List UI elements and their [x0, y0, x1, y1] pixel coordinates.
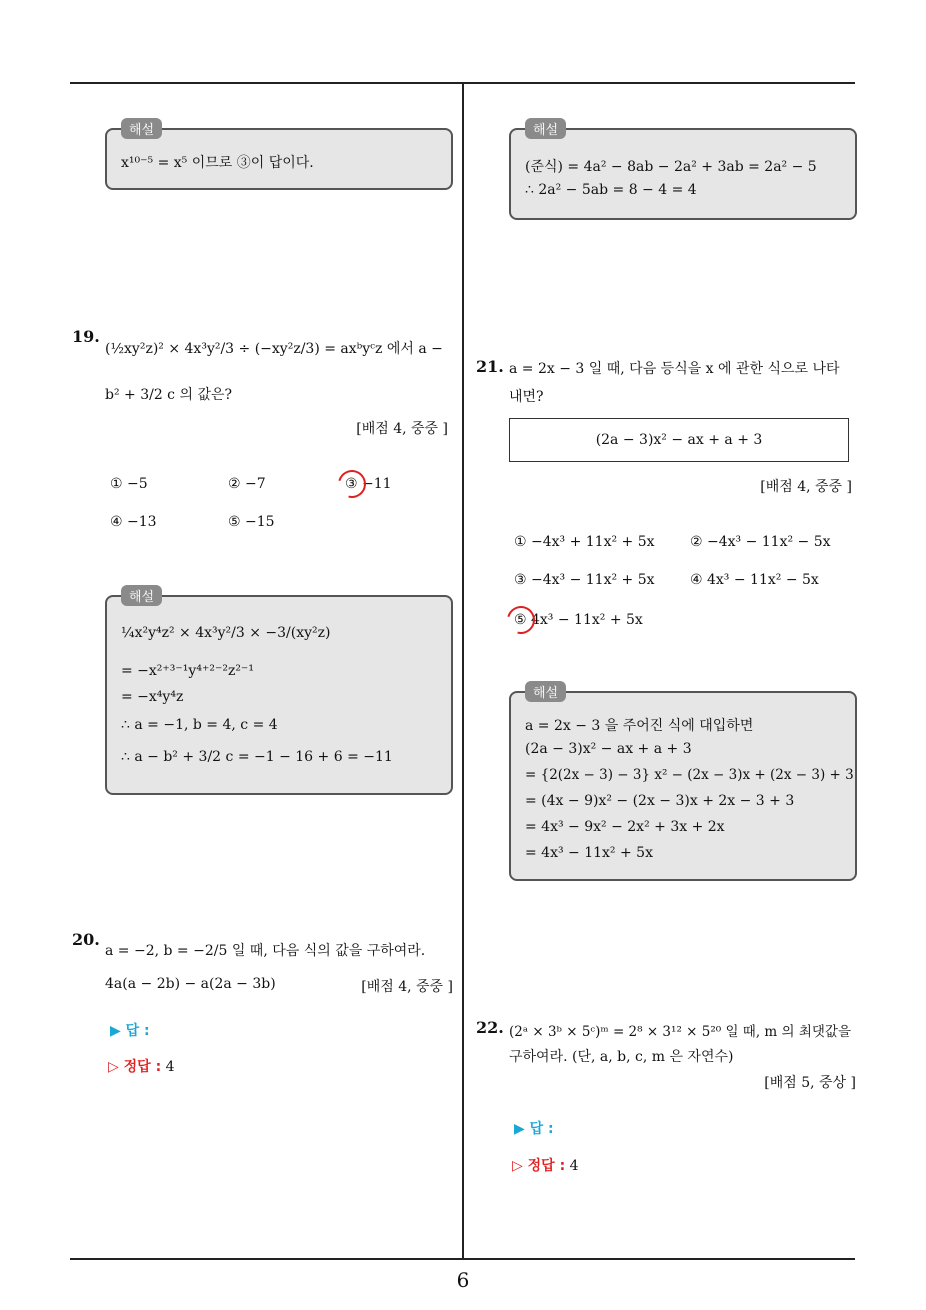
bottom-rule — [70, 1258, 855, 1260]
solution-tag: 해설 — [121, 118, 162, 139]
question-20-score: [배점 4, 중중 ] — [361, 979, 453, 995]
correct-label: ▷ 정답 : — [512, 1158, 566, 1174]
question-19-score: [배점 4, 중중 ] — [356, 421, 448, 437]
solution-line: ¼x²y⁴z² × 4x³y²/3 × −3/(xy²z) — [121, 625, 331, 641]
solution-box-19 — [105, 590, 453, 795]
correct-mark-circle-icon — [333, 465, 371, 503]
solution-tag: 해설 — [525, 681, 566, 702]
question-21-text-1: a = 2x − 3 일 때, 다음 등식을 x 에 관한 식으로 나타 — [509, 361, 840, 377]
solution-line: = 4x³ − 9x² − 2x² + 3x + 2x — [525, 819, 725, 835]
solution-line: ∴ a − b² + 3/2 c = −1 − 16 + 6 = −11 — [121, 749, 393, 765]
answer-label-20: ▶ 답 : — [110, 1023, 150, 1039]
choice-19-4[interactable]: ④ −13 — [110, 514, 157, 530]
correct-mark-circle-icon — [502, 601, 540, 639]
solution-line: = −x⁴y⁴z — [121, 689, 184, 705]
solution-tag: 해설 — [121, 585, 162, 606]
column-divider — [462, 83, 464, 1260]
expression-box: (2a − 3)x² − ax + a + 3 — [509, 418, 849, 462]
choice-21-4[interactable]: ④ 4x³ − 11x² − 5x — [690, 572, 819, 588]
choice-21-2[interactable]: ② −4x³ − 11x² − 5x — [690, 534, 831, 550]
question-number-22: 22. — [476, 1018, 504, 1037]
choice-21-3[interactable]: ③ −4x³ − 11x² + 5x — [514, 572, 655, 588]
question-22-text-2: 구하여라. (단, a, b, c, m 은 자연수) — [509, 1049, 734, 1065]
question-20-text-1: a = −2, b = −2/5 일 때, 다음 식의 값을 구하여라. — [105, 943, 426, 959]
choice-19-1[interactable]: ① −5 — [110, 476, 148, 492]
question-22-text-1: (2ᵃ × 3ᵇ × 5ᶜ)ᵐ = 2⁸ × 3¹² × 5²⁰ 일 때, m 의 최댓값을 — [509, 1024, 851, 1040]
solution-box-18 — [105, 123, 453, 190]
question-number-19: 19. — [72, 327, 100, 346]
choice-19-2[interactable]: ② −7 — [228, 476, 266, 492]
solution-line: ∴ a = −1, b = 4, c = 4 — [121, 717, 278, 733]
question-21-text-2: 내면? — [509, 389, 544, 405]
correct-answer-20 — [108, 1056, 175, 1076]
question-21-score: [배점 4, 중중 ] — [760, 479, 852, 495]
question-number-21: 21. — [476, 357, 504, 376]
solution-tag: 해설 — [525, 118, 566, 139]
solution-line: = 4x³ − 11x² + 5x — [525, 845, 653, 861]
correct-label: ▷ 정답 : — [108, 1059, 162, 1075]
choice-21-1[interactable]: ① −4x³ + 11x² + 5x — [514, 534, 655, 550]
solution-line: a = 2x − 3 을 주어진 식에 대입하면 — [525, 718, 754, 734]
solution-line: = −x²⁺³⁻¹y⁴⁺²⁻²z²⁻¹ — [121, 663, 254, 679]
solution-line: (2a − 3)x² − ax + a + 3 — [525, 741, 692, 757]
solution-line: = (4x − 9)x² − (2x − 3)x + 2x − 3 + 3 — [525, 793, 795, 809]
page-number: 6 — [456, 1268, 470, 1292]
solution-line: ∴ 2a² − 5ab = 8 − 4 = 4 — [525, 182, 697, 198]
answer-label-22: ▶ 답 : — [514, 1121, 554, 1137]
solution-line: = {2(2x − 3) − 3} x² − (2x − 3)x + (2x − 3) + 3 — [525, 767, 854, 783]
choice-19-3[interactable]: ③ −11 — [345, 476, 392, 492]
choice-19-5[interactable]: ⑤ −15 — [228, 514, 275, 530]
correct-value: 4 — [165, 1059, 175, 1075]
correct-value: 4 — [569, 1158, 579, 1174]
solution-box-20 — [509, 123, 857, 220]
choice-21-5[interactable]: ⑤ 4x³ − 11x² + 5x — [514, 612, 643, 628]
question-19-text-1: (½xy²z)² × 4x³y²/3 ÷ (−xy²z/3) = axᵇyᶜz 에서 a − — [105, 341, 443, 357]
correct-answer-22 — [512, 1155, 579, 1175]
question-22-score: [배점 5, 중상 ] — [764, 1075, 856, 1091]
solution-box-21 — [509, 686, 857, 881]
question-20-text-2: 4a(a − 2b) − a(2a − 3b) — [105, 976, 276, 992]
question-number-20: 20. — [72, 930, 100, 949]
solution-line: x¹⁰⁻⁵ = x⁵ 이므로 ③이 답이다. — [121, 155, 314, 171]
solution-line: (준식) = 4a² − 8ab − 2a² + 3ab = 2a² − 5 — [525, 159, 817, 175]
question-19-text-2: b² + 3/2 c 의 값은? — [105, 387, 233, 403]
